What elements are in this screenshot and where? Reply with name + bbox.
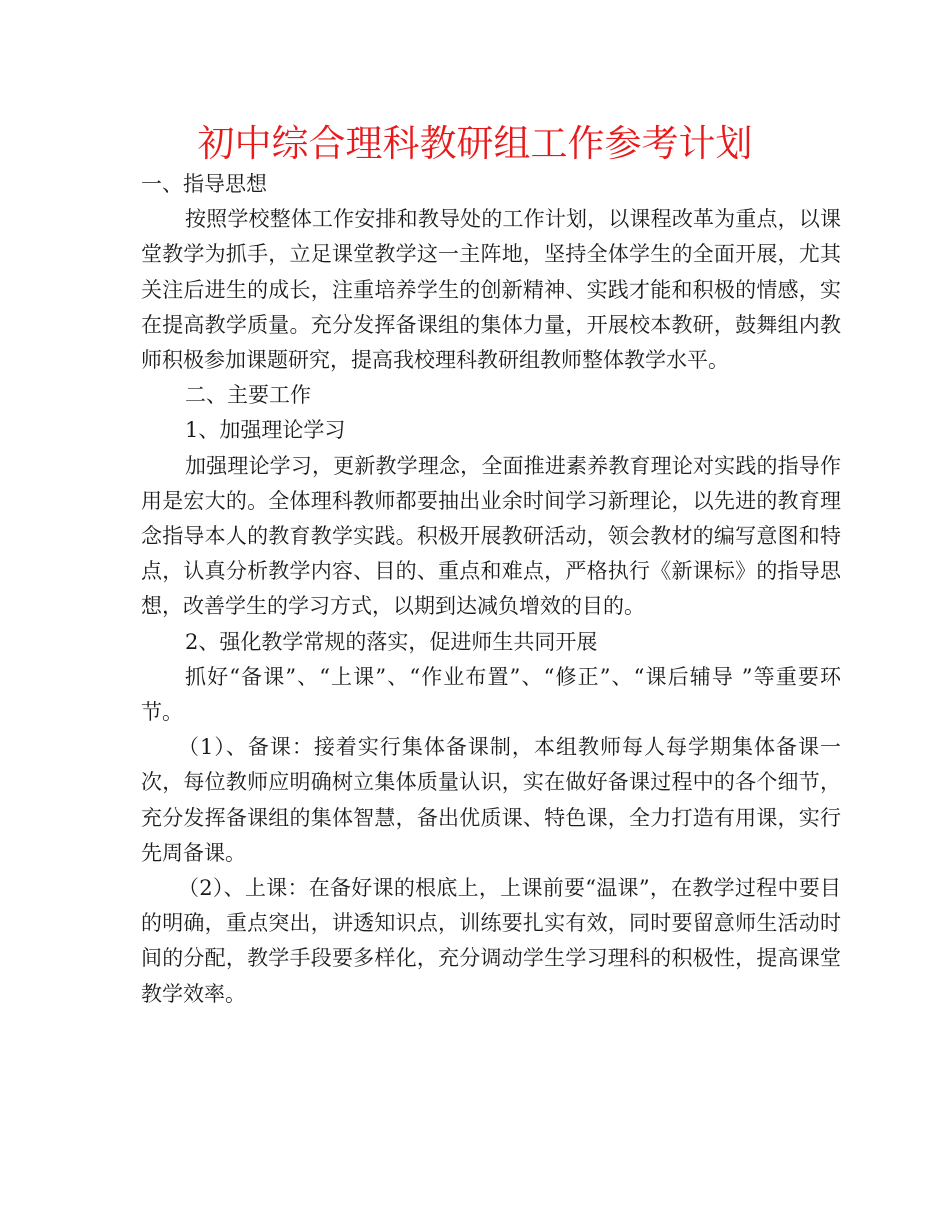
paragraph-teaching-routine: 抓好“备课”、“上课”、“作业布置”、“修正”、“课后辅导 ”等重要环节。	[141, 664, 841, 725]
paragraph-lesson-preparation: （1）、备课：接着实行集体备课制，本组教师每人每学期集体备课一次，每位教师应明确树立集体质量认识，实在做好备课过程中的各个细节，充分发挥备课组的集体智慧，备出优质课、特色课，全力打造有用课，实行先周备课。	[141, 735, 841, 865]
section-heading-guiding-ideology: 一、指导思想	[141, 172, 267, 196]
document-body	[141, 167, 841, 1012]
item-heading-theory-study: 1、加强理论学习	[185, 418, 346, 443]
document-title: 初中综合理科教研组工作参考计划	[197, 122, 753, 165]
paragraph-theory-study: 加强理论学习，更新教学理念，全面推进素养教育理论对实践的指导作用是宏大的。全体理科教师都要抽出业余时间学习新理论，以先进的教育理念指导本人的教育教学实践。积极开展教研活动，领会教材的编写意图和特点，认真分析教学内容、目的、重点和难点，严格执行《新课标》的指导思想，改善学生的学习方式，以期到达减负增效的目的。	[141, 453, 841, 619]
paragraph-classroom-teaching: （2）、上课：在备好课的根底上，上课前要“温课”，在教学过程中要目的明确，重点突出，讲透知识点，训练要扎实有效，同时要留意师生活动时间的分配，教学手段要多样化，充分调动学生学习理科的积极性，提高课堂教学效率。	[141, 876, 841, 1006]
item-heading-teaching-routine: 2、强化教学常规的落实，促进师生共同开展	[185, 629, 598, 654]
paragraph-guiding-ideology: 按照学校整体工作安排和教导处的工作计划，以课程改革为重点，以课堂教学为抓手，立足课堂教学这一主阵地，坚持全体学生的全面开展，尤其关注后进生的成长，注重培养学生的创新精神、实践才能和积极的情感，实在提高教学质量。充分发挥备课组的集体力量，开展校本教研，鼓舞组内教师积极参加课题研究，提高我校理科教研组教师整体教学水平。	[141, 207, 841, 373]
section-heading-main-work: 二、主要工作	[185, 383, 311, 408]
